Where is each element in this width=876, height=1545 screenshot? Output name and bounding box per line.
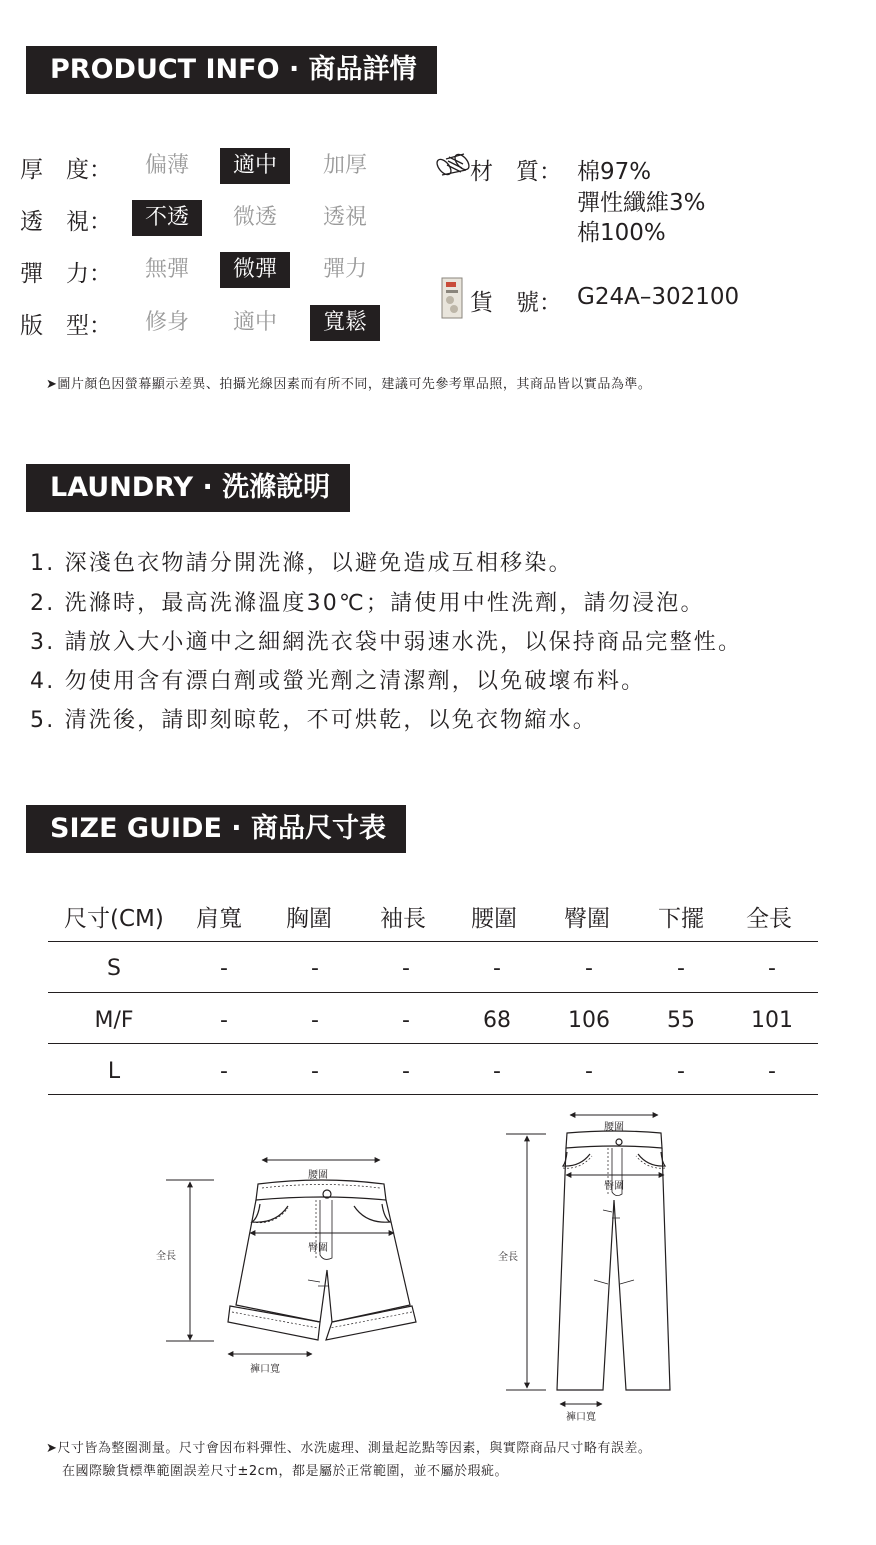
transparency-option-slight: 微透 xyxy=(232,205,277,230)
column-length: 全長 xyxy=(746,906,792,932)
table-cell: 101 xyxy=(751,1008,793,1033)
table-cell: - xyxy=(220,956,228,981)
elasticity-option-none: 無彈 xyxy=(144,257,189,282)
pants-leg-opening-label: 褲口寬 xyxy=(566,1412,596,1423)
fit-option-regular: 適中 xyxy=(232,310,277,335)
thickness-option-medium: 適中 xyxy=(220,148,290,184)
laundry-header: LAUNDRY · 洗滌說明 xyxy=(26,464,350,512)
size-guide-header: SIZE GUIDE · 商品尺寸表 xyxy=(26,805,406,853)
table-cell: - xyxy=(311,956,319,981)
item-number-value: G24A–302100 xyxy=(577,284,740,310)
table-cell: - xyxy=(220,1059,228,1084)
fit-option-slim: 修身 xyxy=(144,310,189,335)
pants-length-label: 全長 xyxy=(498,1252,518,1263)
shorts-leg-opening-label: 褲口寬 xyxy=(250,1364,280,1375)
table-divider xyxy=(48,1043,818,1044)
laundry-item-2: 2. 洗滌時，最高洗滌溫度30℃；請使用中性洗劑，請勿浸泡。 xyxy=(30,591,705,616)
table-cell: - xyxy=(402,1059,410,1084)
table-cell: - xyxy=(768,956,776,981)
laundry-item-1: 1. 深淺色衣物請分開洗滌，以避免造成互相移染。 xyxy=(30,551,573,576)
thread-spool-icon xyxy=(436,152,472,180)
material-line-1: 棉97% xyxy=(577,159,652,185)
table-cell: - xyxy=(311,1059,319,1084)
column-sleeve: 袖長 xyxy=(380,906,426,932)
column-shoulder: 肩寬 xyxy=(196,906,242,932)
thickness-option-thin: 偏薄 xyxy=(144,153,189,178)
transparency-label: 透 視： xyxy=(20,209,112,235)
thickness-label: 厚 度： xyxy=(20,157,112,183)
material-line-3: 棉100% xyxy=(577,220,666,246)
elasticity-option-slight: 微彈 xyxy=(220,252,290,288)
table-divider xyxy=(48,1094,818,1095)
laundry-item-3: 3. 請放入大小適中之細網洗衣袋中弱速水洗，以保持商品完整性。 xyxy=(30,630,743,655)
size-measurement-note: ➤尺寸皆為整圈測量。尺寸會因布料彈性、水洗處理、測量起訖點等因素，與實際商品尺寸略有誤差。 xyxy=(46,1441,652,1456)
shorts-diagram xyxy=(228,1180,416,1340)
thickness-option-thick: 加厚 xyxy=(322,153,367,178)
size-tolerance-note: 在國際驗貨標準範圍誤差尺寸±2cm，都是屬於正常範圍，並不屬於瑕疵。 xyxy=(62,1464,508,1479)
transparency-option-opaque: 不透 xyxy=(132,200,202,236)
table-cell: - xyxy=(311,1008,319,1033)
elasticity-option-stretch: 彈力 xyxy=(322,257,367,282)
table-cell: - xyxy=(402,1008,410,1033)
table-cell: - xyxy=(493,1059,501,1084)
table-cell: 106 xyxy=(568,1008,610,1033)
column-hem: 下擺 xyxy=(658,906,704,932)
table-cell: - xyxy=(677,956,685,981)
table-cell: - xyxy=(768,1059,776,1084)
table-cell: - xyxy=(585,956,593,981)
table-divider xyxy=(48,941,818,942)
pants-hip-label: 臀圍 xyxy=(604,1181,624,1192)
item-number-label: 貨 號： xyxy=(470,290,562,316)
column-size: 尺寸(CM) xyxy=(64,906,164,932)
fit-option-loose: 寬鬆 xyxy=(310,305,380,341)
laundry-item-5: 5. 清洗後，請即刻晾乾，不可烘乾，以免衣物縮水。 xyxy=(30,708,597,733)
material-line-2: 彈性纖維3% xyxy=(577,190,706,216)
table-cell: - xyxy=(220,1008,228,1033)
table-cell: - xyxy=(677,1059,685,1084)
row-size-label: S xyxy=(107,956,121,981)
pants-waist-label: 腰圍 xyxy=(604,1122,624,1133)
fit-label: 版 型： xyxy=(20,313,112,339)
transparency-option-sheer: 透視 xyxy=(322,205,367,230)
row-size-label: M/F xyxy=(94,1008,134,1033)
material-label: 材 質： xyxy=(470,159,562,185)
table-cell: - xyxy=(402,956,410,981)
table-divider xyxy=(48,992,818,993)
table-cell: - xyxy=(493,956,501,981)
elasticity-label: 彈 力： xyxy=(20,261,112,287)
shorts-waist-label: 腰圍 xyxy=(308,1170,328,1181)
shorts-hip-label: 臀圍 xyxy=(308,1243,328,1254)
shorts-length-label: 全長 xyxy=(156,1251,176,1262)
product-info-header: PRODUCT INFO · 商品詳情 xyxy=(26,46,437,94)
pants-diagram xyxy=(557,1131,670,1390)
measurement-diagrams xyxy=(0,1100,876,1430)
laundry-item-4: 4. 勿使用含有漂白劑或螢光劑之清潔劑，以免破壞布料。 xyxy=(30,669,646,694)
column-hip: 臀圍 xyxy=(564,906,610,932)
table-cell: 55 xyxy=(667,1008,695,1033)
table-cell: - xyxy=(585,1059,593,1084)
column-waist: 腰圍 xyxy=(471,906,517,932)
color-disclaimer-note: ➤圖片顏色因螢幕顯示差異、拍攝光線因素而有所不同，建議可先參考單品照，其商品皆以實品為準。 xyxy=(46,377,652,392)
row-size-label: L xyxy=(107,1059,121,1084)
tag-label-icon xyxy=(440,276,466,320)
column-chest: 胸圍 xyxy=(286,906,332,932)
table-cell: 68 xyxy=(483,1008,511,1033)
